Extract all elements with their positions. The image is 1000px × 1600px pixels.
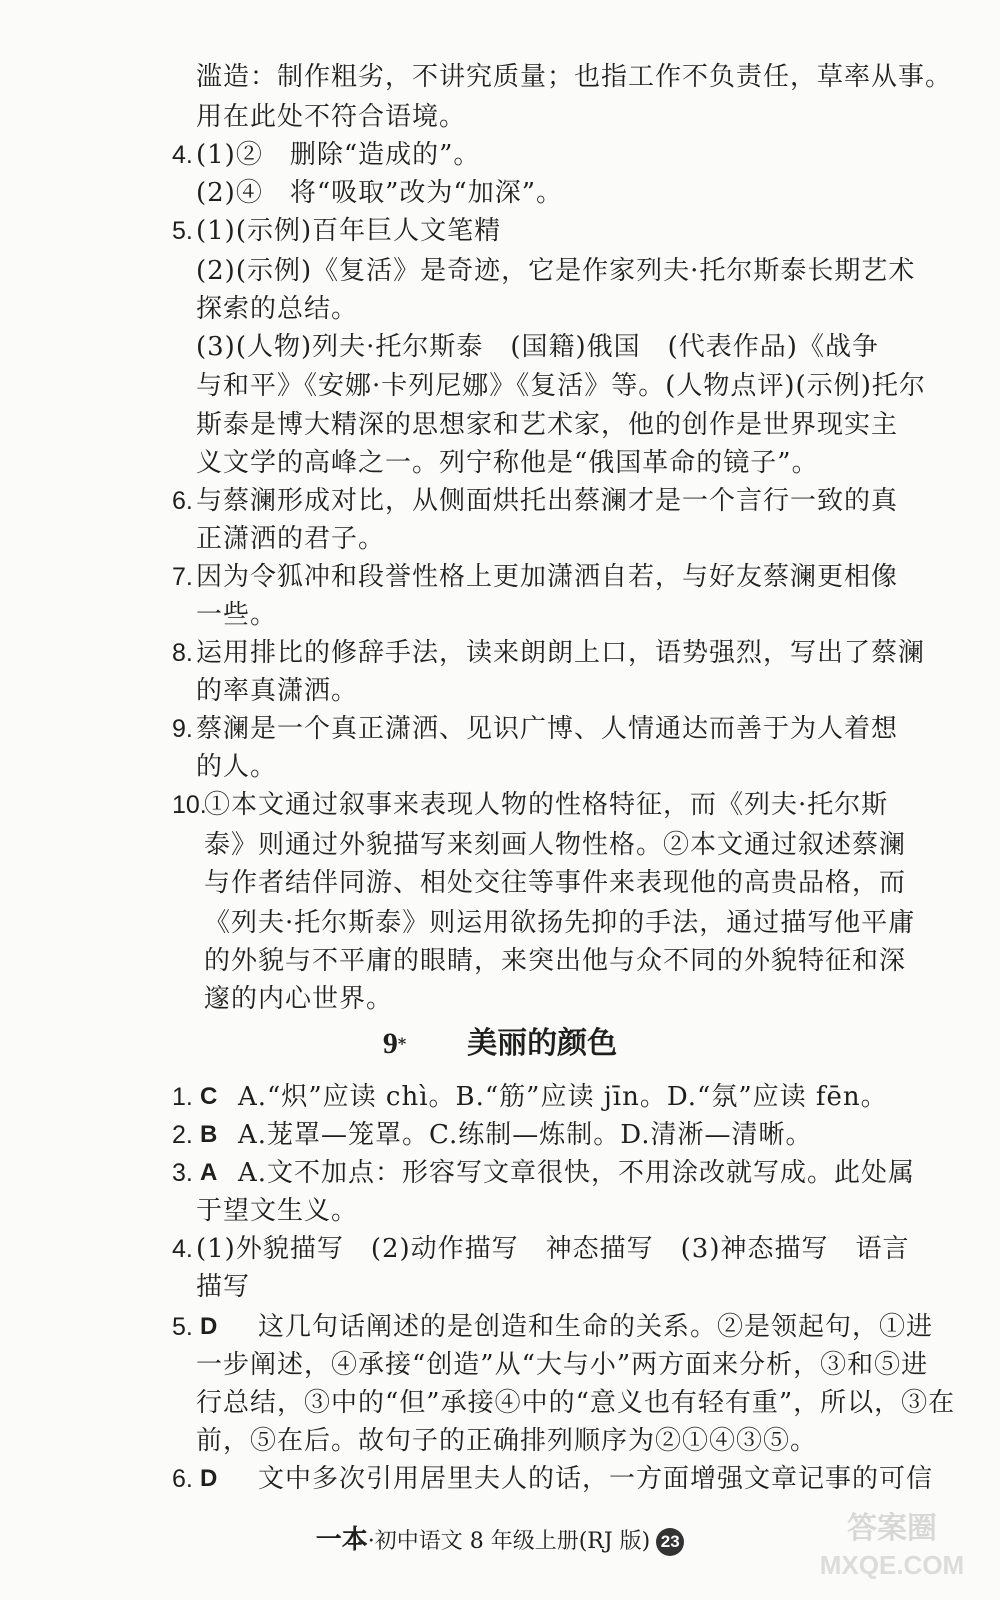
question-number: 4.: [172, 1235, 193, 1263]
watermark-logo: [802, 1504, 982, 1584]
footer-text: ·初中语文 8 年级上册(RJ 版): [367, 1529, 651, 1554]
section-star: *: [397, 1034, 407, 1053]
text-line: 与和平》《安娜·卡列尼娜》《复活》等。(人物点评)(示例)托尔: [196, 371, 926, 401]
text-line: 与蔡澜形成对比，从侧面烘托出蔡澜才是一个言行一致的真: [196, 486, 899, 516]
text-line: A.“炽”应读 chì。B.“筋”应读 jīn。D.“氛”应读 fēn。: [238, 1082, 888, 1112]
question-number: 5.: [172, 217, 193, 245]
watermark-logo-text: 答案圈: [847, 1511, 937, 1546]
answer-letter: C: [200, 1083, 218, 1110]
text-line: 描写: [196, 1272, 251, 1302]
text-line: 义文学的高峰之一。列宁称他是“俄国革命的镜子”。: [196, 448, 819, 478]
question-number: 7.: [172, 563, 193, 591]
question-number: 8.: [172, 639, 193, 667]
text-line: 的人。: [196, 752, 278, 782]
answer-letter: B: [200, 1121, 218, 1148]
watermark-text: MXQE.COM: [819, 1550, 965, 1580]
text-line: 用在此处不符合语境。: [196, 102, 467, 132]
text-line: 滥造：制作粗劣，不讲究质量；也指工作不负责任，草率从事。: [196, 62, 953, 92]
text-line: 运用排比的修辞手法，读来朗朗上口，语势强烈，写出了蔡澜: [196, 638, 926, 668]
text-line: (1)② 删除“造成的”。: [196, 140, 481, 170]
text-line: A.文不加点：形容写文章很快，不用涂改就写成。此处属: [238, 1158, 916, 1188]
text-line: ①本文通过叙事来表现人物的性格特征，而《列夫·托尔斯: [204, 790, 889, 820]
text-line: 与作者结伴同游、相处交往等事件来表现他的高贵品格，而: [204, 868, 907, 898]
section-heading: [0, 1022, 1000, 1066]
question-number: 6.: [172, 487, 193, 515]
question-number: 9.: [172, 715, 193, 743]
footer-brand: 一本: [315, 1525, 368, 1555]
text-line: (2)(示例)《复活》是奇迹，它是作家列夫·托尔斯泰长期艺术: [196, 256, 916, 286]
text-line: 正潇洒的君子。: [196, 524, 386, 554]
text-line: 斯泰是博大精深的思想家和艺术家，他的创作是世界现实主: [196, 410, 899, 440]
question-number: 3.: [172, 1159, 193, 1187]
answer-letter: D: [200, 1313, 218, 1340]
text-line: 因为令狐冲和段誉性格上更加潇洒自若，与好友蔡澜更相像: [196, 562, 899, 592]
text-line: 一步阐述，④承接“创造”从“大与小”两方面来分析，③和⑤进: [196, 1350, 929, 1380]
section-number: 9: [382, 1027, 398, 1060]
text-line: (1)外貌描写 (2)动作描写 神态描写 (3)神态描写 语言: [196, 1234, 910, 1264]
text-line: 行总结，③中的“但”承接④中的“意义也有轻有重”，所以，③在: [196, 1388, 956, 1418]
page-number: 23: [656, 1528, 684, 1556]
text-line: 前，⑤在后。故句子的正确排列顺序为②①④③⑤。: [196, 1426, 818, 1456]
answer-letter: A: [200, 1159, 218, 1186]
text-line: 于望文生义。: [196, 1196, 359, 1226]
text-line: (1)(示例)百年巨人文笔精: [196, 216, 502, 246]
text-line: (2)④ 将“吸取”改为“加深”。: [196, 178, 563, 208]
text-line: 这几句话阐述的是创造和生命的关系。②是领起句，①进: [258, 1312, 934, 1342]
question-number: 10.: [172, 791, 207, 819]
answer-letter: D: [200, 1465, 218, 1492]
text-line: 一些。: [196, 600, 278, 630]
text-line: A.茏罩—笼罩。C.练制—炼制。D.清淅—清晰。: [238, 1120, 813, 1150]
question-number: 1.: [172, 1083, 193, 1111]
question-number: 2.: [172, 1121, 193, 1149]
text-line: 泰》则通过外貌描写来刻画人物性格。②本文通过叙述蔡澜: [204, 830, 907, 860]
question-number: 5.: [172, 1313, 193, 1341]
question-number: 6.: [172, 1465, 193, 1493]
text-line: (3)(人物)列夫·托尔斯泰 (国籍)俄国 (代表作品)《战争: [196, 332, 879, 362]
text-line: 蔡澜是一个真正潇洒、见识广博、人情通达而善于为人着想: [196, 714, 899, 744]
text-line: 探索的总结。: [196, 294, 359, 324]
text-line: 邃的内心世界。: [204, 984, 394, 1014]
question-number: 4.: [172, 141, 193, 169]
text-line: 《列夫·托尔斯泰》则运用欲扬先抑的手法，通过描写他平庸: [204, 908, 916, 938]
text-line: 的外貌与不平庸的眼睛，来突出他与众不同的外貌特征和深: [204, 946, 907, 976]
text-line: 文中多次引用居里夫人的话，一方面增强文章记事的可信: [258, 1464, 934, 1494]
section-title: 美丽的颜色: [467, 1026, 618, 1061]
text-line: 的率真潇洒。: [196, 676, 359, 706]
